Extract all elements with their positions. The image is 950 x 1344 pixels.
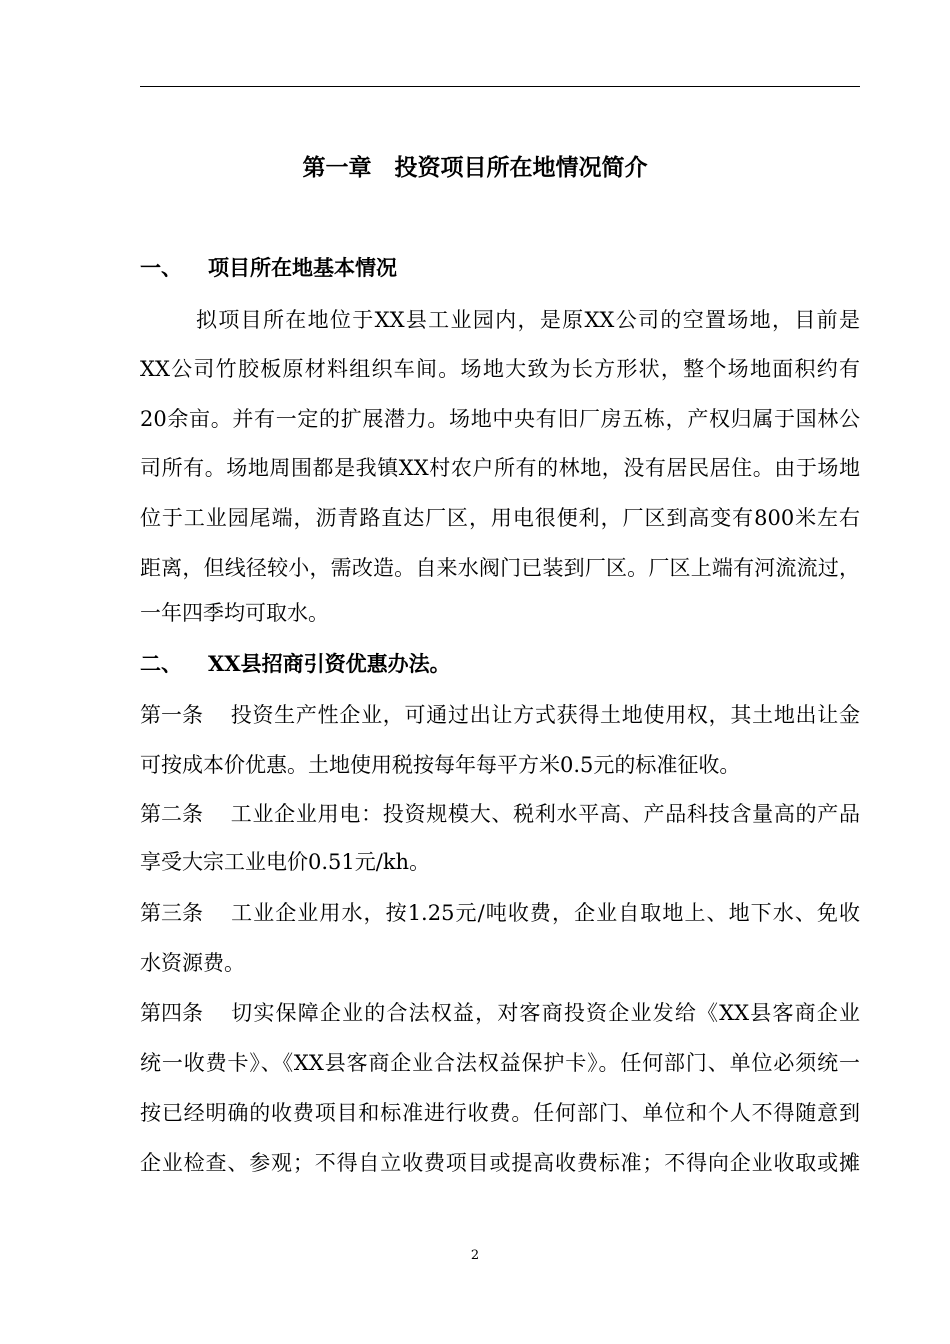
- article-text: 投资生产性企业，可通过出让方式获得土地使用权，其土地出让金: [230, 703, 860, 727]
- article-text: 工业企业用电：投资规模大、税利水平高、产品科技含量高的产品: [230, 802, 860, 826]
- article-text: 切实保障企业的合法权益，对客商投资企业发给《XX县客商企业: [230, 1001, 860, 1025]
- paragraph-line: 司所有。场地周围都是我镇XX村农户所有的林地，没有居民居住。由于场地: [140, 456, 860, 480]
- article-label: 第一条: [140, 703, 203, 727]
- header-rule: [140, 86, 860, 87]
- paragraph-line: 拟项目所在地位于XX县工业园内，是原XX公司的空置场地，目前是: [196, 308, 860, 332]
- paragraph-line: 位于工业园尾端，沥青路直达厂区，用电很便利，厂区到高变有800米左右: [140, 506, 860, 530]
- section-title: 项目所在地基本情况: [208, 255, 397, 280]
- section-heading-1: [140, 253, 860, 283]
- paragraph-line: 20余亩。并有一定的扩展潜力。场地中央有旧厂房五栋，产权归属于国林公: [140, 407, 860, 431]
- article-line: [140, 998, 860, 1028]
- article-line: [140, 700, 860, 730]
- article-text: 工业企业用水，按1.25元/吨收费，企业自取地上、地下水、免收: [230, 901, 860, 925]
- paragraph-line: XX公司竹胶板原材料组织车间。场地大致为长方形状，整个场地面积约有: [140, 357, 860, 381]
- article-label: 第四条: [140, 1001, 203, 1025]
- article-line: 统一收费卡》、《XX县客商企业合法权益保护卡》。任何部门、单位必须统一: [140, 1051, 860, 1075]
- section-number: 二、: [140, 651, 182, 676]
- article-line: [140, 898, 860, 928]
- section-number: 一、: [140, 255, 182, 280]
- article-line: 水资源费。: [140, 951, 245, 975]
- chapter-title: 第一章 投资项目所在地情况简介: [302, 154, 648, 181]
- paragraph-line: 一年四季均可取水。: [140, 601, 329, 625]
- article-label: 第二条: [140, 802, 203, 826]
- article-label: 第三条: [140, 901, 203, 925]
- section-title: XX县招商引资优惠办法。: [208, 651, 451, 676]
- section-heading-2: [140, 649, 860, 679]
- paragraph-line: 距离，但线径较小，需改造。自来水阀门已装到厂区。厂区上端有河流流过，: [140, 556, 860, 580]
- page-number: 2: [470, 1248, 480, 1263]
- article-line: [140, 799, 860, 829]
- article-line: 按已经明确的收费项目和标准进行收费。任何部门、单位和个人不得随意到: [140, 1101, 860, 1125]
- article-line: 享受大宗工业电价0.51元/kh。: [140, 850, 431, 874]
- article-line: 可按成本价优惠。土地使用税按每年每平方米0.5元的标准征收。: [140, 753, 741, 777]
- article-line: 企业检查、参观；不得自立收费项目或提高收费标准；不得向企业收取或摊: [140, 1151, 860, 1175]
